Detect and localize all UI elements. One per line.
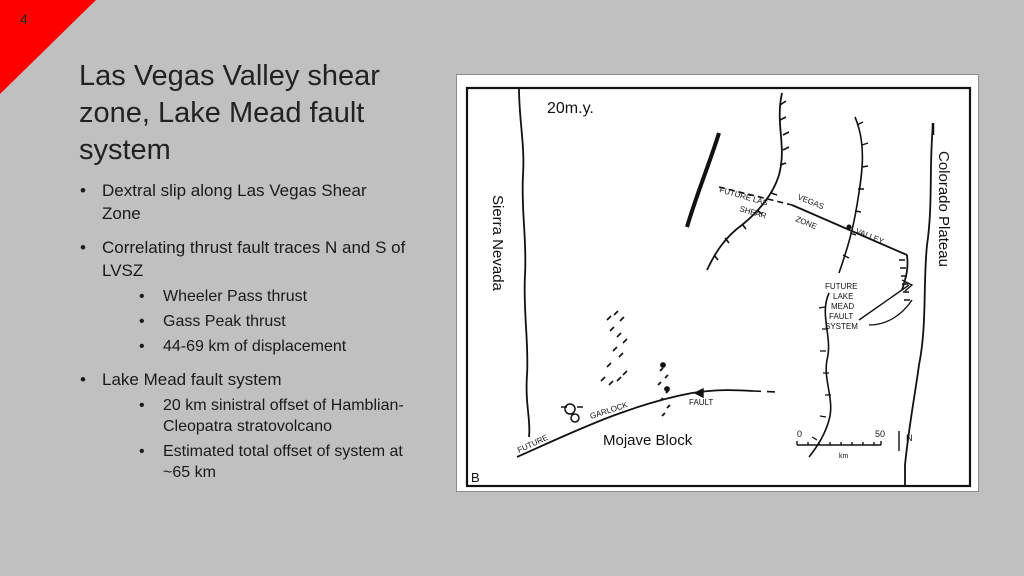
shear-zone-label: ZONE [794, 214, 819, 232]
mojave-block-label: Mojave Block [603, 432, 693, 449]
garlock-label: FAULT [689, 398, 714, 407]
shear-zone-label: VEGAS [796, 192, 826, 212]
sub-bullet-list [102, 395, 409, 483]
lake-mead-fault [809, 293, 831, 457]
sierra-nevada-label: Sierra Nevada [489, 195, 506, 291]
sub-bullet-item: • 20 km sinistral offset of Hamblian-Cleopatra stratovolcano [102, 395, 409, 437]
bullet-item [79, 368, 409, 483]
garlock-label: FUTURE [516, 432, 550, 455]
colorado-plateau-label: Colorado Plateau [935, 151, 952, 267]
bullet-text: Dextral slip along Las Vegas Shear Zone [102, 181, 367, 223]
panel-letter: B [471, 470, 480, 485]
scale-fifty-label: 50 [875, 429, 886, 439]
shear-zone-label: FUTURE LAS [718, 185, 769, 208]
geologic-map [457, 75, 978, 491]
colorado-plateau-boundary [905, 125, 933, 486]
scale-unit-label: km [839, 453, 849, 460]
shear-zone-label: VALLEY [854, 226, 886, 246]
scale-zero-label: 0 [797, 429, 803, 439]
volcanic-cluster [658, 363, 670, 416]
bullet-text: Lake Mead fault system [102, 370, 282, 389]
bullet-list [79, 179, 409, 483]
slide-content [79, 58, 409, 494]
garlock-fault-markers [561, 404, 583, 422]
shear-zone-label: SHEAR [738, 204, 768, 221]
slide-number: 4 [20, 11, 28, 27]
garlock-arrow [695, 389, 703, 397]
garlock-fault-dashed [753, 391, 777, 392]
geologic-map-figure [456, 74, 979, 492]
bullet-item [79, 179, 409, 225]
lake-mead-loop [869, 300, 912, 325]
map-age-label: 20m.y. [547, 100, 594, 117]
shear-zone-point [847, 225, 851, 229]
sub-bullet-item: • Gass Peak thrust [102, 311, 409, 332]
slide-title: Las Vegas Valley shear zone, Lake Mead fault system [79, 60, 380, 166]
sub-bullet-item: • Wheeler Pass thrust [102, 286, 409, 307]
sierra-nevada-boundary [519, 88, 529, 437]
volcanic-field-marks [601, 311, 627, 385]
lake-mead-label: FUTURE [825, 282, 858, 291]
las-vegas-shear-zone [792, 205, 907, 255]
north-label: N [906, 433, 913, 443]
bullet-text: Correlating thrust fault traces N and S of LVSZ [102, 238, 406, 280]
scale-bar [797, 441, 881, 445]
thrust-fault-west [687, 133, 719, 227]
lake-mead-label: FAULT [829, 312, 854, 321]
garlock-label: GARLOCK [588, 400, 629, 421]
sub-bullet-list [102, 286, 409, 357]
map-frame [467, 88, 970, 486]
sub-bullet-item: • 44-69 km of displacement [102, 336, 409, 357]
sub-bullet-item: • Estimated total offset of system at ~65 km [102, 441, 409, 483]
lake-mead-label: LAKE [833, 292, 854, 301]
thrust-fault-barbed [707, 93, 782, 270]
lake-mead-label: MEAD [831, 302, 855, 311]
lake-mead-label: SYSTEM [825, 322, 858, 331]
thrust-fault-central [839, 117, 862, 273]
bullet-item [79, 236, 409, 357]
